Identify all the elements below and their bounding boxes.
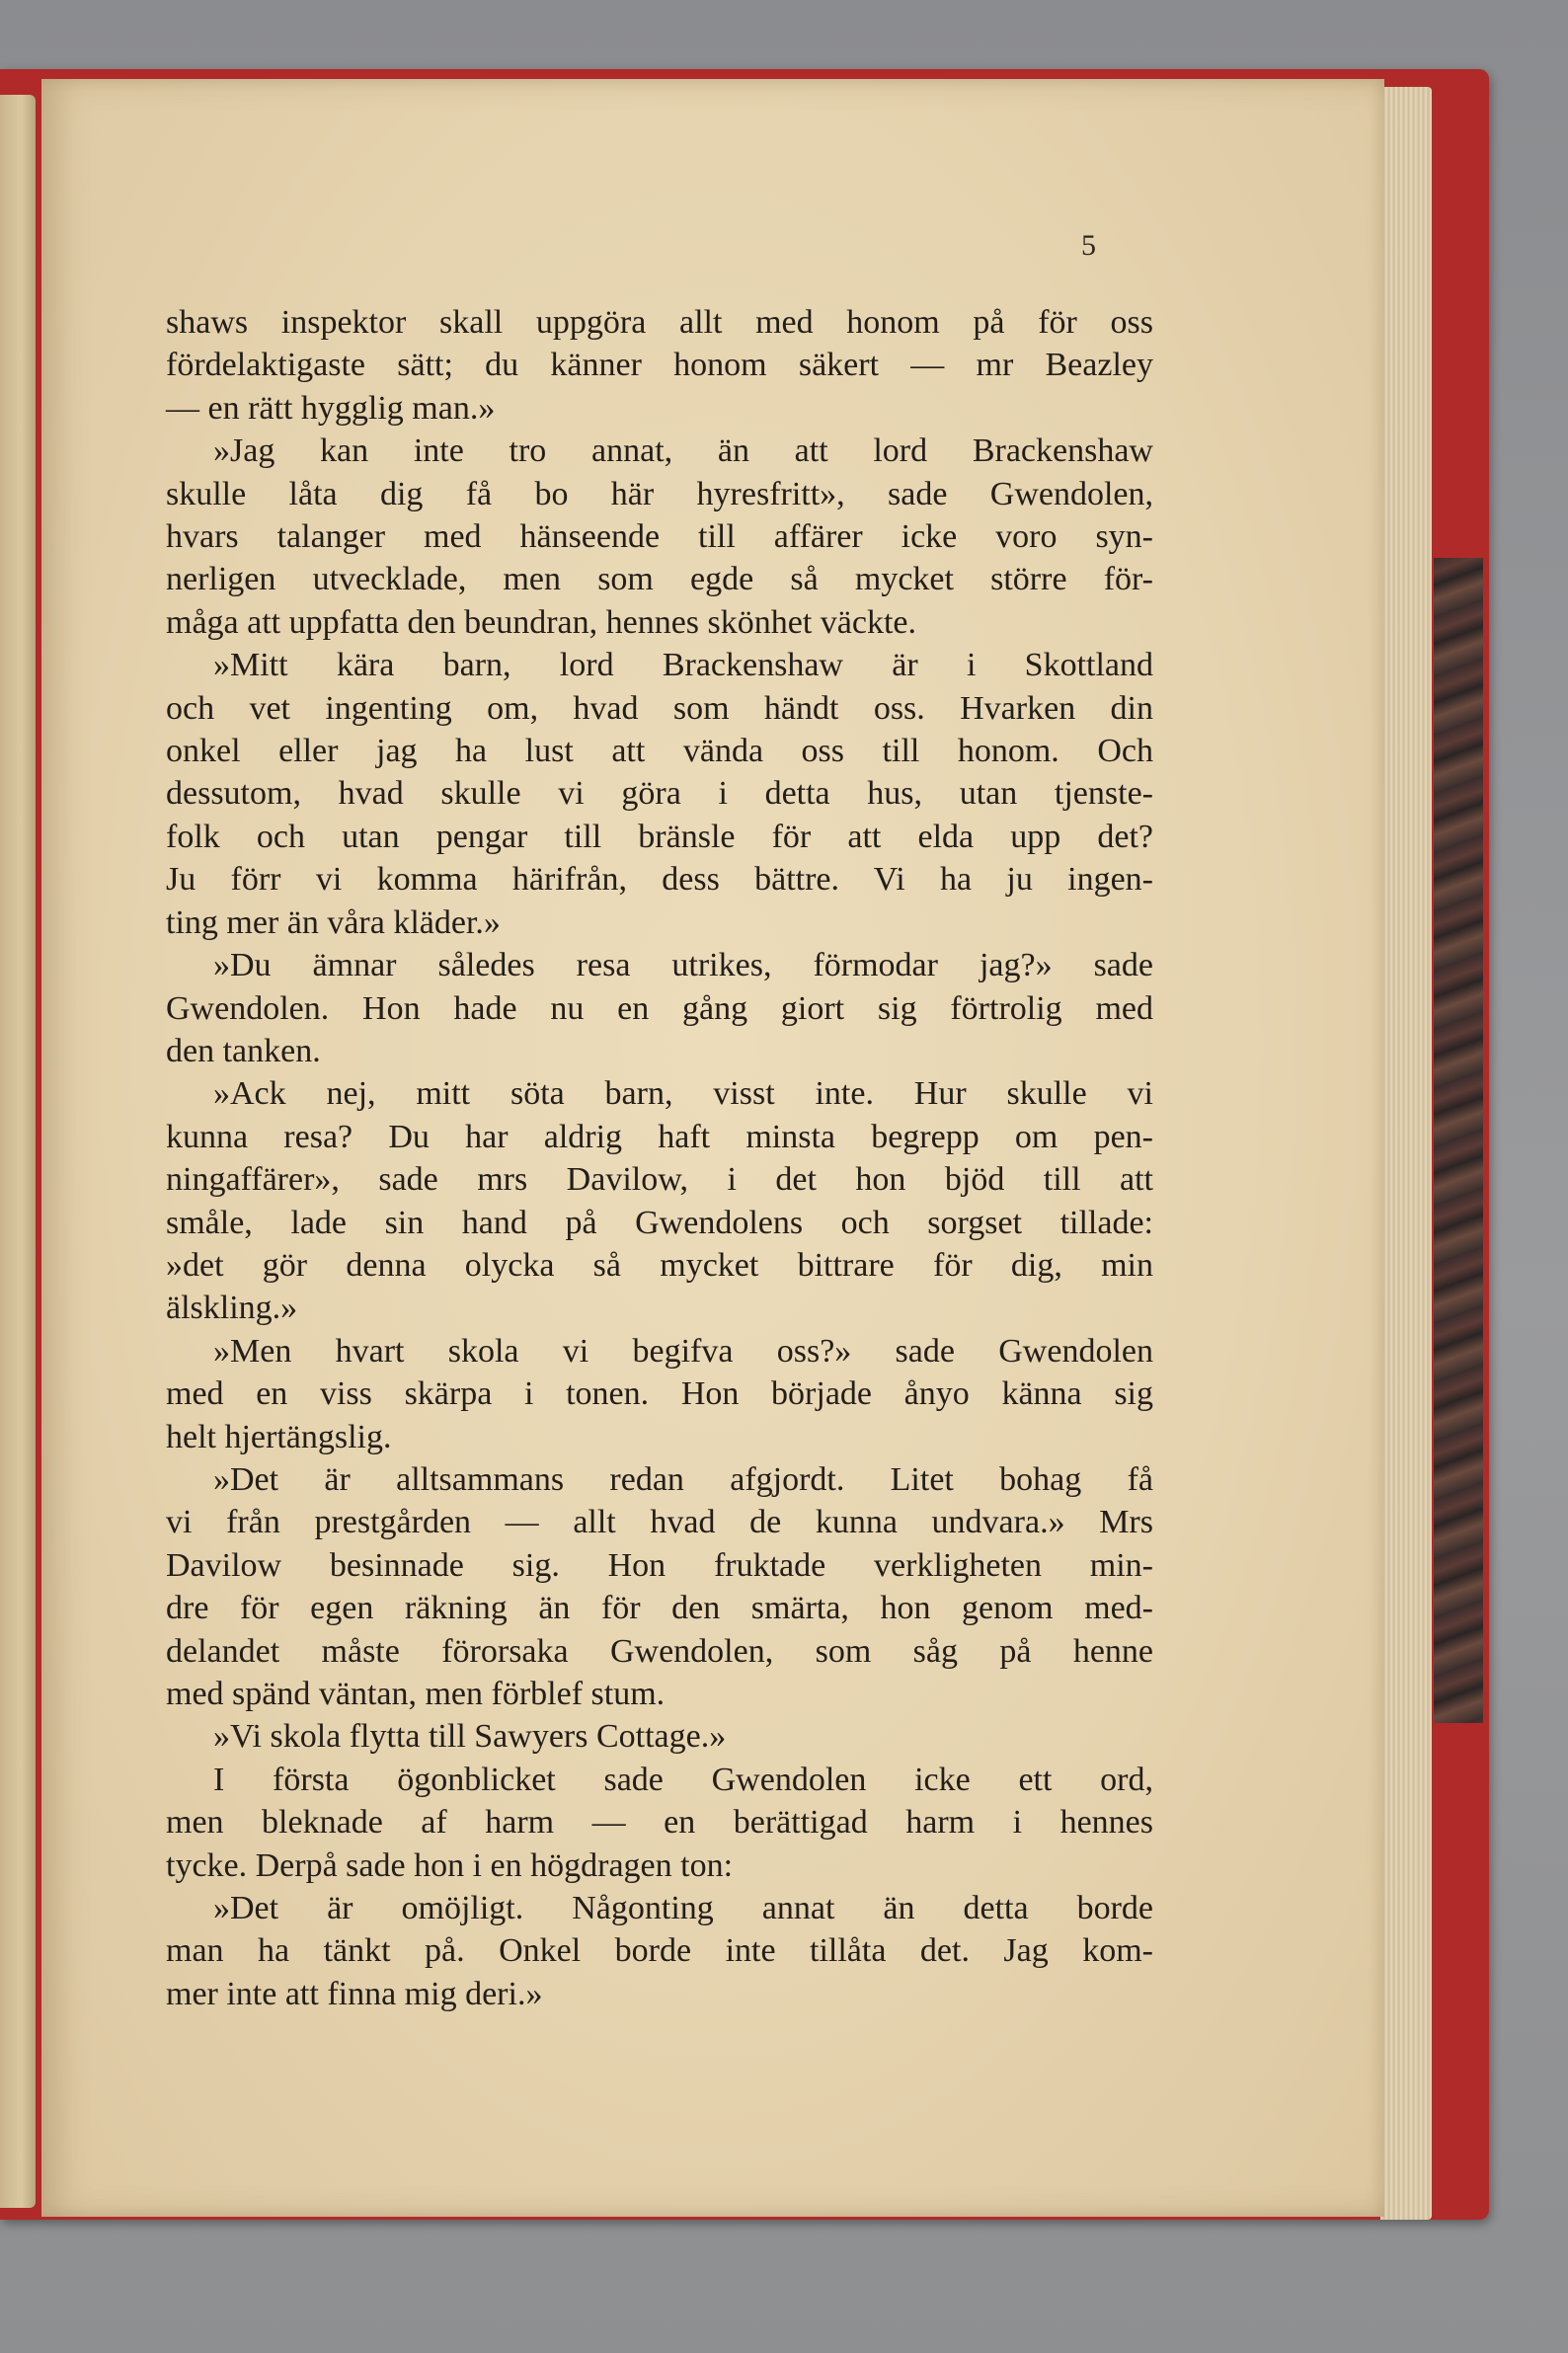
text-line: den tanken.: [166, 1032, 321, 1069]
page-text: [166, 301, 1153, 2015]
text-line: onkel eller jag ha lust att vända oss till honom. Och: [166, 733, 1153, 770]
text-line: »det gör denna olycka så mycket bittrare för dig, min: [166, 1246, 1153, 1284]
text-line: helt hjertängslig.: [166, 1418, 392, 1455]
text-line: måga att uppfatta den beundran, hennes skönhet väckte.: [166, 603, 917, 641]
text-line: man ha tänkt på. Onkel borde inte tillåta det. Jag kom-: [166, 1932, 1153, 1970]
text-line: I första ögonblicket sade Gwendolen icke ett ord,: [213, 1761, 1153, 1798]
marbled-board: [1434, 558, 1483, 1723]
text-line: kunna resa? Du har aldrig haft minsta begrepp om pen-: [166, 1118, 1153, 1155]
text-line: »Det är alltsammans redan afgjordt. Litet bohag få: [213, 1460, 1153, 1498]
text-line: med spänd väntan, men förblef stum.: [166, 1676, 666, 1712]
text-line: »Mitt kära barn, lord Brackenshaw är i Skottland: [213, 647, 1153, 684]
text-line: mer inte att finna mig deri.»: [166, 1975, 543, 2012]
text-line: »Du ämnar således resa utrikes, förmodar jag?» sade: [213, 947, 1153, 984]
page-block-edges: [1380, 87, 1432, 2220]
text-line: »Men hvart skola vi begifva oss?» sade Gwendolen: [213, 1332, 1153, 1370]
text-line: småle, lade sin hand på Gwendolens och sorgset tillade:: [166, 1204, 1153, 1241]
text-line: shaws inspektor skall uppgöra allt med honom på för oss: [166, 304, 1153, 341]
text-line: dessutom, hvad skulle vi göra i detta hus, utan tjenste-: [166, 775, 1153, 813]
text-line: dre för egen räkning än för den smärta, hon genom med-: [166, 1590, 1153, 1627]
text-line: hvars talanger med hänseende till affärer icke voro syn-: [166, 518, 1153, 556]
text-line: ningaffärer», sade mrs Davilow, i det hon bjöd till att: [166, 1161, 1153, 1199]
text-line: med en viss skärpa i tonen. Hon började ånyo känna sig: [166, 1375, 1153, 1413]
text-line: ting mer än våra kläder.»: [166, 903, 501, 941]
text-line: folk och utan pengar till bränsle för att elda upp det?: [166, 818, 1153, 855]
text-line: »Ack nej, mitt söta barn, visst inte. Hur skulle vi: [213, 1075, 1153, 1113]
text-line: delandet måste förorsaka Gwendolen, som såg på henne: [166, 1632, 1153, 1670]
text-line: vi från prestgården — allt hvad de kunna undvara.» Mrs: [166, 1504, 1153, 1541]
page-number: 5: [1081, 229, 1096, 262]
text-line: Davilow besinnade sig. Hon fruktade verkligheten min-: [166, 1546, 1153, 1584]
text-line: och vet ingenting om, hvad som händt oss. Hvarken din: [166, 689, 1153, 727]
text-line: nerligen utvecklade, men som egde så mycket större för-: [166, 561, 1153, 598]
text-line: fördelaktigaste sätt; du känner honom säkert — mr Beazley: [166, 347, 1153, 384]
text-line: »Det är omöjligt. Någonting annat än detta borde: [213, 1890, 1153, 1927]
text-line: — en rätt hygglig man.»: [166, 389, 496, 427]
facing-page-edge: [0, 95, 36, 2208]
text-line: men bleknade af harm — en berättigad harm i hennes: [166, 1804, 1153, 1842]
text-line: älskling.»: [166, 1290, 298, 1327]
text-line: »Vi skola flytta till Sawyers Cottage.»: [213, 1718, 727, 1756]
text-line: Ju förr vi komma härifrån, dess bättre. Vi ha ju ingen-: [166, 861, 1153, 899]
text-line: Gwendolen. Hon hade nu en gång giort sig förtrolig med: [166, 989, 1153, 1027]
text-line: tycke. Derpå sade hon i en högdragen ton:: [166, 1846, 734, 1884]
text-line: »Jag kan inte tro annat, än att lord Brackenshaw: [213, 432, 1153, 470]
text-line: skulle låta dig få bo här hyresfritt», sade Gwendolen,: [166, 475, 1153, 512]
